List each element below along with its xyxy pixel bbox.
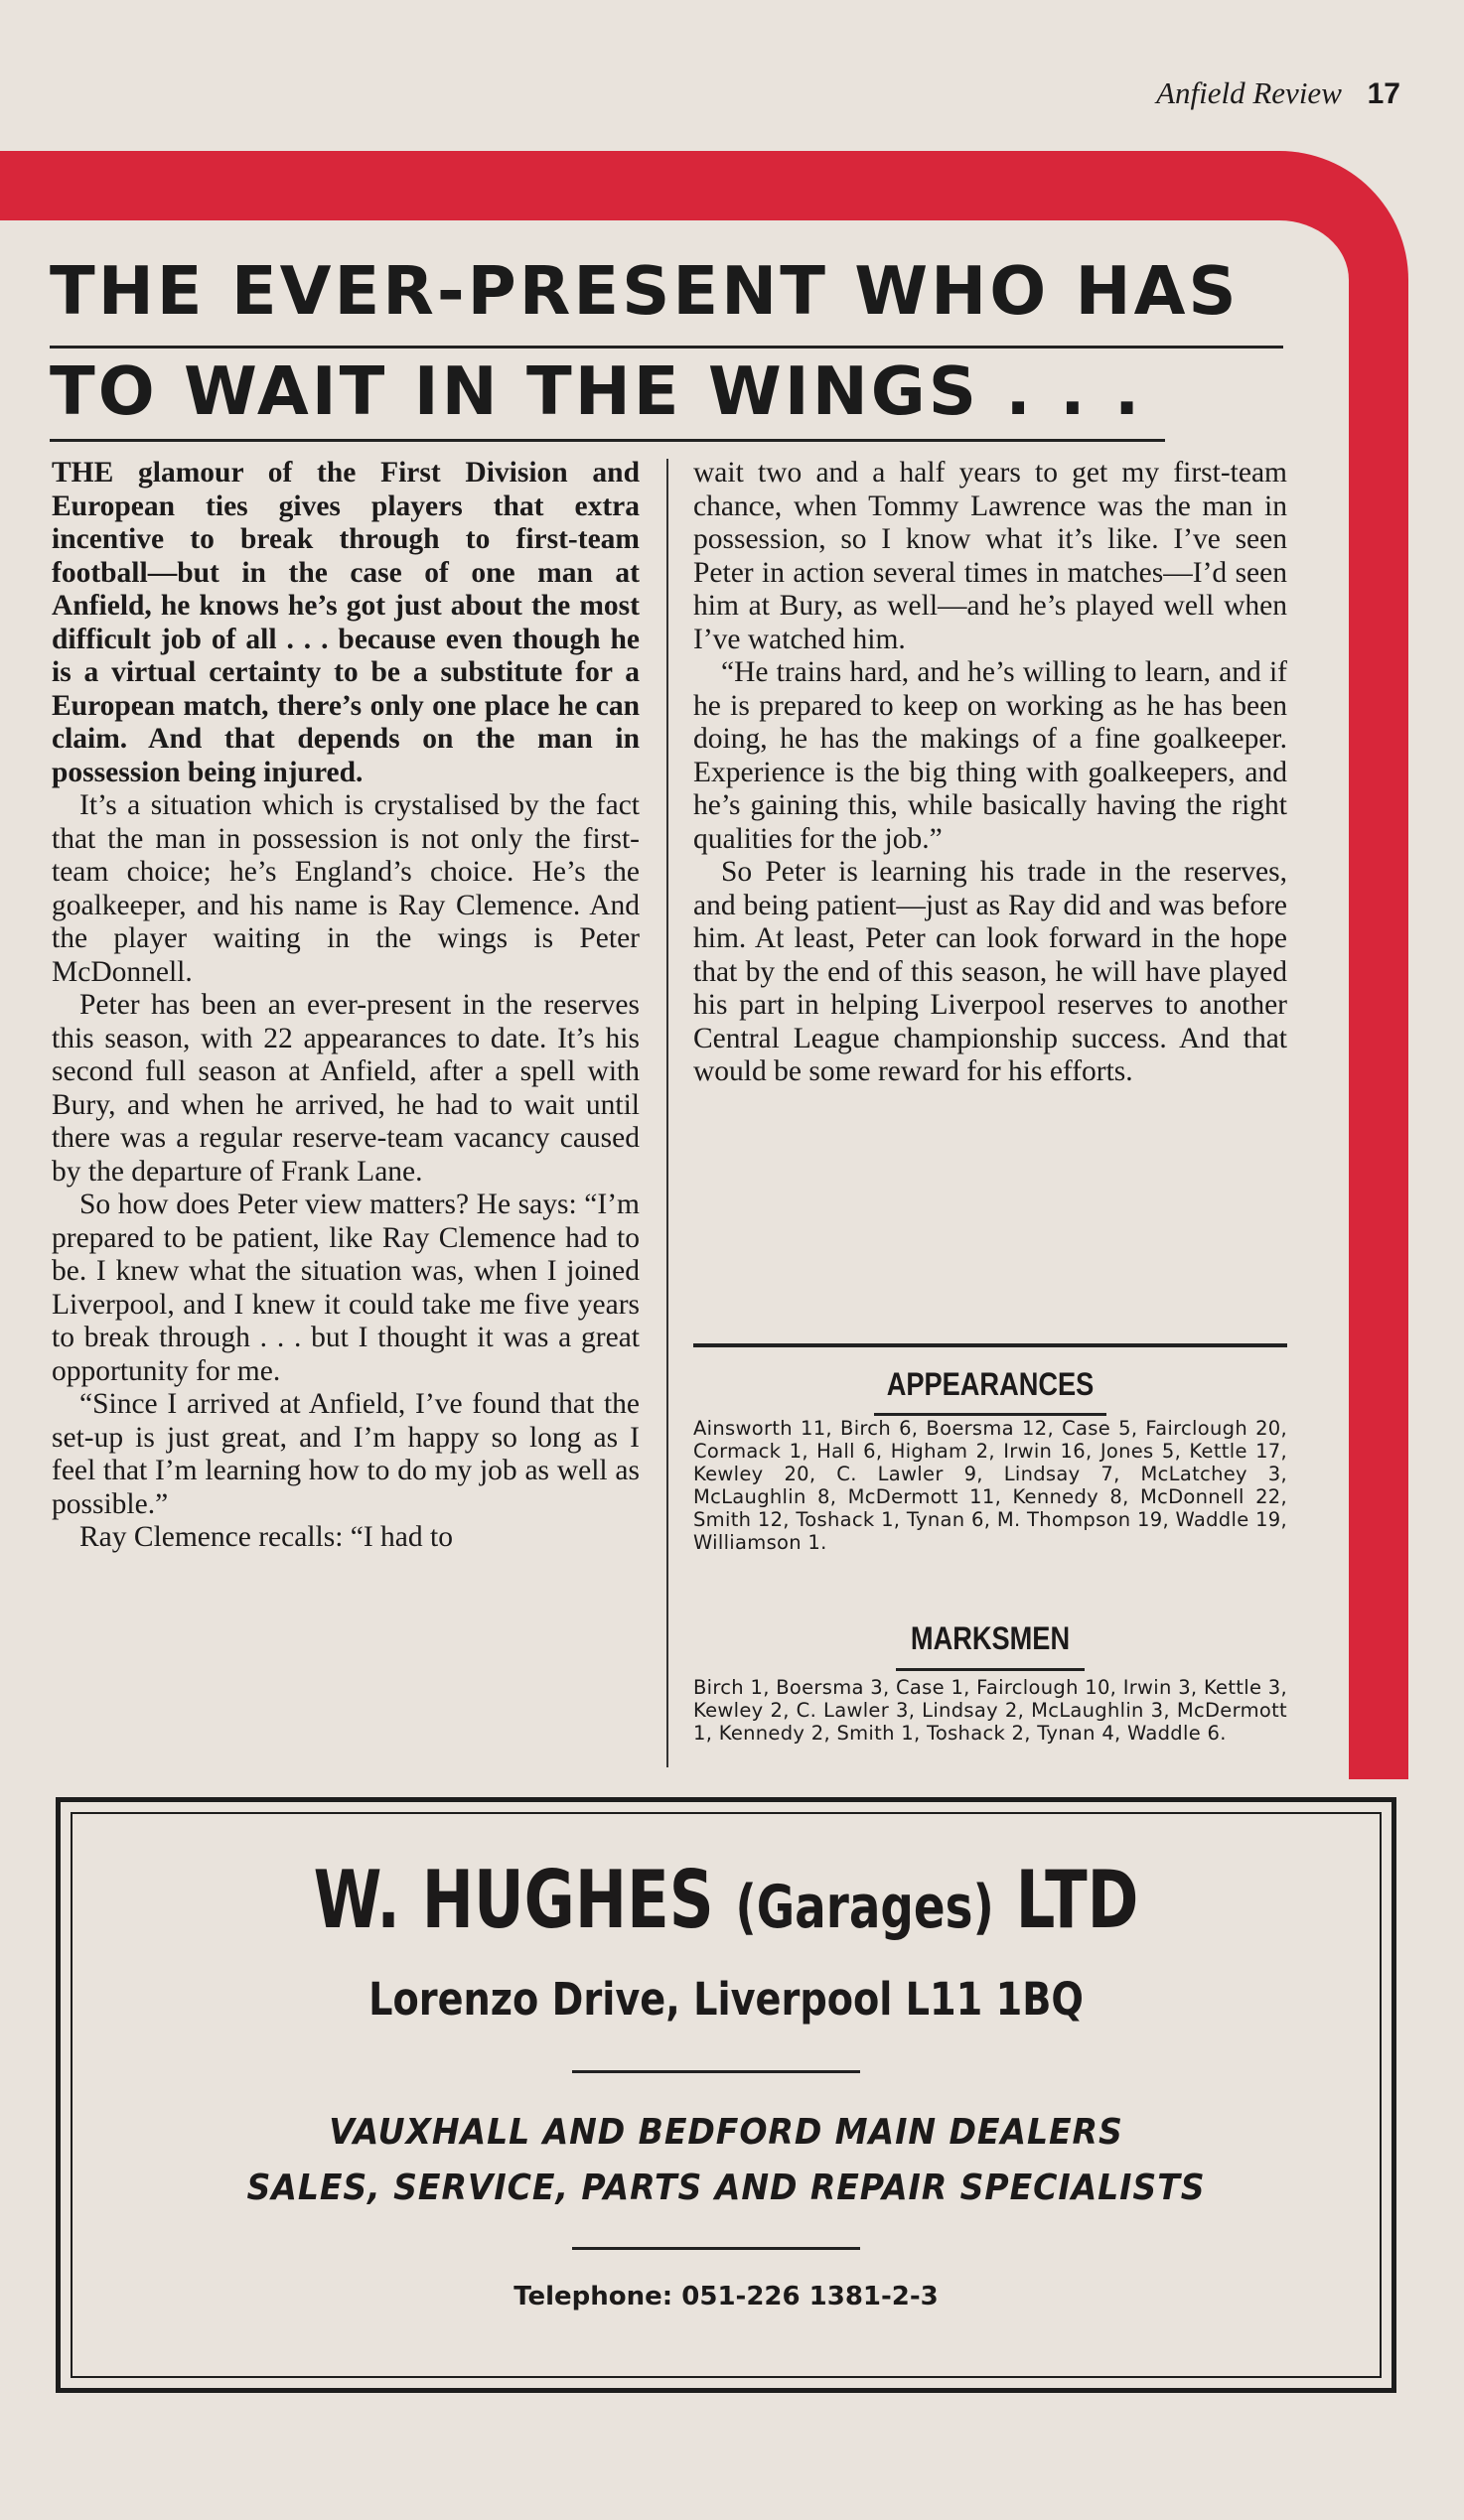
advert-services-line: SALES, SERVICE, PARTS AND REPAIR SPECIALISTS (246, 2168, 1206, 2208)
appearances-list: Ainsworth 11, Birch 6, Boersma 12, Case 5, Fairclough 20, Cormack 1, Hall 6, Higham 2, Irwin 16, Jones 5, Kettle 17, Kewley 20, C. Lawler 9, Lindsay 7, McLatchey 3, McLaughlin 8, McDermott 11, Kennedy 8, McDonnell 22, Smith 12, Toshack 1, Tynan 6, M. Thompson 19, Waddle 19, Williamson 1. (693, 1417, 1287, 1554)
marksmen-title: MARKSMEN (910, 1620, 1071, 1656)
article-paragraph: “Since I arrived at Anfield, I’ve found that the set-up is just great, and I’m happy so long as I feel that I’m learning how to do my job as well as possible.” (52, 1388, 640, 1520)
company-main: W. HUGHES (313, 1854, 714, 1946)
page-header (1156, 75, 1400, 111)
article-paragraph: So how does Peter view matters? He says: “I’m prepared to be patient, like Ray Clemence had to be. I knew what the situation was, when I joined Liverpool, and I knew it could take me five years to break through . . . but I thought it was a great opportunity for me. (52, 1189, 640, 1387)
article-paragraph: So Peter is learning his trade in the reserves, and being patient—just as Ray did and was before him. At least, Peter can look forward in the hope that by the end of this season, he will have played his part in helping Liverpool reserves to another Central League championship success. And that would be some reward for his efforts. (693, 856, 1287, 1087)
company-sub: (Garages) (735, 1873, 994, 1942)
advert-address: Lorenzo Drive, Liverpool L11 1BQ (368, 1973, 1084, 2026)
page-number: 17 (1367, 77, 1400, 110)
marksmen-underline (896, 1668, 1085, 1671)
stats-top-rule (693, 1343, 1287, 1347)
publication-name: Anfield Review (1156, 75, 1342, 110)
article-paragraph: Ray Clemence recalls: “I had to (79, 1521, 453, 1553)
column-divider (666, 459, 668, 1767)
marksmen-list: Birch 1, Boersma 3, Case 1, Fairclough 10, Irwin 3, Kettle 3, Kewley 2, C. Lawler 3, Lindsay 2, McLaughlin 3, McDermott 1, Kennedy 2, Smith 1, Toshack 2, Tynan 4, Waddle 6. (693, 1676, 1287, 1745)
advert-telephone: Telephone: 051-226 1381-2-3 (513, 2282, 939, 2311)
article-paragraph: wait two and a half years to get my first-team chance, when Tommy Lawrence was the man in possession, so I know what it’s like. I’ve seen Peter in action several times in matches—I’d seen him at Bury, as well—and he’s played well when I’ve watched him. (693, 457, 1287, 655)
headline-rule-1 (50, 346, 1283, 349)
article-paragraph: Peter has been an ever-present in the reserves this season, with 22 appearances to date. It’s his second full season at Anfield, after a spell with Bury, and when he arrived, he had to wait until there was a regular reserve-team vacancy caused by the departure of Frank Lane. (52, 989, 640, 1188)
company-suffix: LTD (1015, 1854, 1139, 1946)
appearances-underline (874, 1413, 1106, 1416)
article-lead-paragraph: THE glamour of the First Division and European ties gives players that extra incentive to break through to first-team football—but in the case of one man at Anfield, he knows he’s got just about the most difficult job of all . . . because even though he is a virtual certainty to be a substitute for a European match, there’s only one place he can claim. And that depends on the man in possession being injured. (52, 457, 640, 788)
article-paragraph: “He trains hard, and he’s willing to learn, and if he is prepared to keep on working as he has been doing, he has the makings of a fine goalkeeper. Experience is the big thing with goalkeepers, and he’s gaining this, while basically having the right qualities for the job.” (693, 656, 1287, 855)
article-column-right (693, 457, 1287, 1089)
advert-dealers-line: VAUXHALL AND BEDFORD MAIN DEALERS (329, 2112, 1123, 2153)
headline-line-2: TO WAIT IN THE WINGS . . . (50, 352, 1143, 430)
article-column-left (52, 457, 640, 1555)
article-paragraph: It’s a situation which is crystalised by the fact that the man in possession is not only the first-team choice; he’s England’s choice. He’s the goalkeeper, and his name is Ray Clemence. And the player waiting in the wings is Peter McDonnell. (52, 789, 640, 988)
advertisement-box (56, 1797, 1396, 2393)
advert-company-name (207, 1854, 1244, 1946)
advert-rule-2 (572, 2247, 860, 2250)
appearances-title: APPEARANCES (886, 1366, 1095, 1402)
headline-line-1: THE EVER-PRESENT WHO HAS (50, 252, 1240, 330)
advert-rule-1 (572, 2070, 860, 2073)
headline-rule-2 (50, 439, 1165, 442)
